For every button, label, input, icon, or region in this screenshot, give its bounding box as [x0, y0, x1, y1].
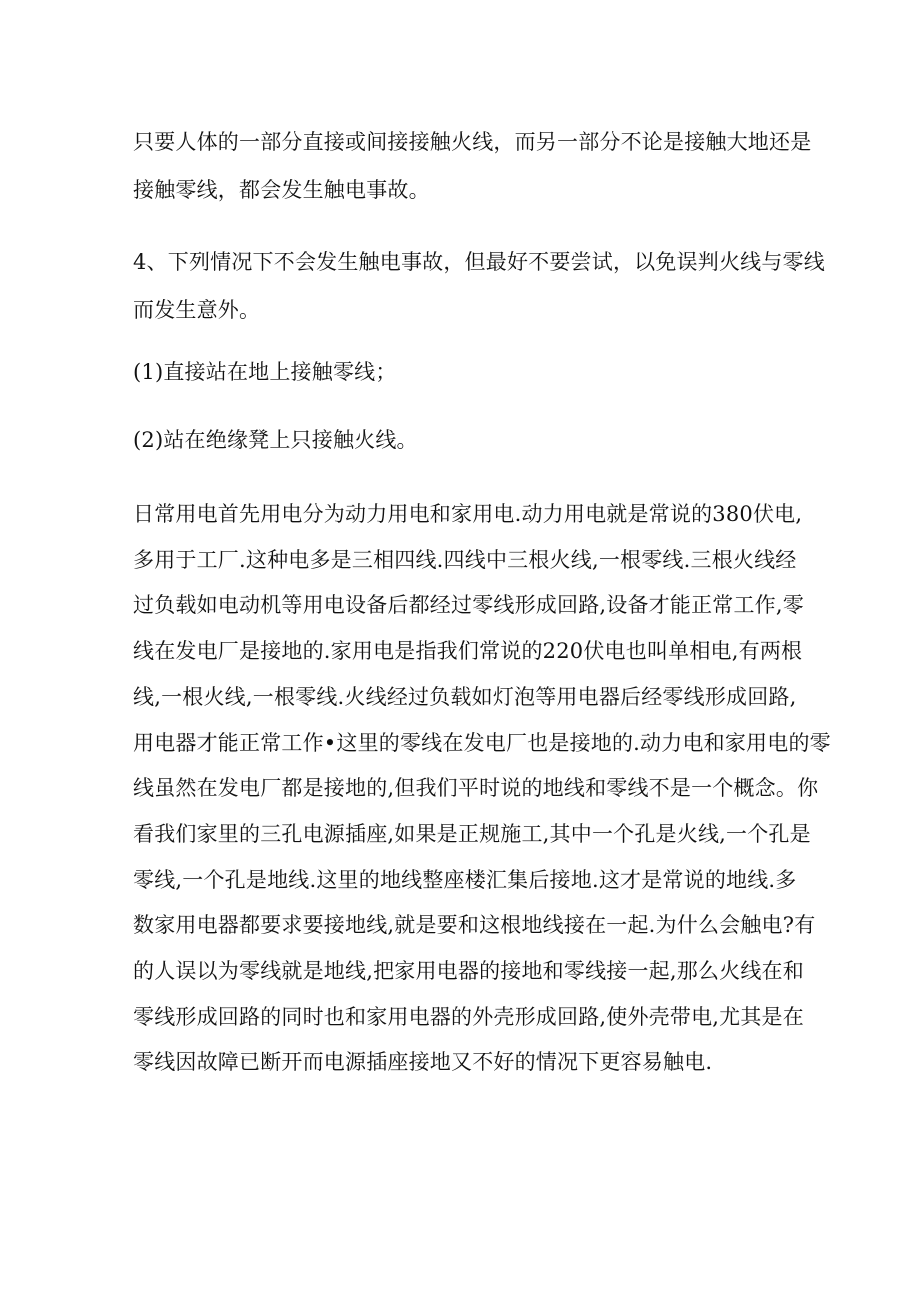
paragraph-line: 线在发电厂是接地的.家用电是指我们常说的220伏电也叫单相电,有两根: [133, 639, 803, 664]
item-4-paragraph: [133, 238, 825, 334]
paragraph-line: 用电器才能正常工作•这里的零线在发电厂也是接地的.动力电和家用电的零: [133, 730, 831, 755]
main-paragraph: [133, 492, 831, 1086]
paragraph-line: 线虽然在发电厂都是接地的,但我们平时说的地线和零线不是一个概念。你: [133, 776, 819, 801]
paragraph-line: 而发生意外。: [133, 298, 261, 322]
paragraph-line: 多用于工厂.这种电多是三相四线.四线中三根火线,一根零线.三根火线经: [133, 547, 797, 572]
intro-paragraph: [133, 118, 812, 214]
paragraph-line: 零线因故障已断开而电源插座接地又不好的情况下更容易触电.: [133, 1050, 713, 1075]
paragraph-line: (1)直接站在地上接触零线；: [133, 360, 397, 384]
paragraph-line: 的人误以为零线就是地线,把家用电器的接地和零线接一起,那么火线在和: [133, 959, 804, 984]
paragraph-line: 零线形成回路的同时也和家用电器的外壳形成回路,使外壳带电,尤其是在: [133, 1004, 804, 1029]
paragraph-line: 零线,一个孔是地线.这里的地线整座楼汇集后接地.这才是常说的地线.多: [133, 867, 797, 892]
sub-item-2: [133, 424, 793, 456]
paragraph-line: 过负载如电动机等用电设备后都经过零线形成回路,设备才能正常工作,零: [133, 593, 804, 618]
paragraph-line: 数家用电器都要求要接地线,就是要和这根地线接在一起.为什么会触电?有: [133, 913, 816, 938]
paragraph-line: 只要人体的一部分直接或间接接触火线，而另一部分不论是接触大地还是: [133, 130, 812, 154]
paragraph-line: (2)站在绝缘凳上只接触火线。: [133, 428, 418, 452]
paragraph-line: 线,一根火线,一根零线.火线经过负载如灯泡等用电器后经零线形成回路,: [133, 684, 797, 709]
sub-item-1: [133, 356, 793, 388]
paragraph-line: 4、下列情况下不会发生触电事故，但最好不要尝试，以免误判火线与零线: [133, 250, 825, 274]
paragraph-line: 接触零线，都会发生触电事故。: [133, 178, 430, 202]
paragraph-line: 日常用电首先用电分为动力用电和家用电.动力用电就是常说的380伏电,: [133, 502, 803, 526]
paragraph-line: 看我们家里的三孔电源插座,如果是正规施工,其中一个孔是火线,一个孔是: [133, 821, 811, 846]
